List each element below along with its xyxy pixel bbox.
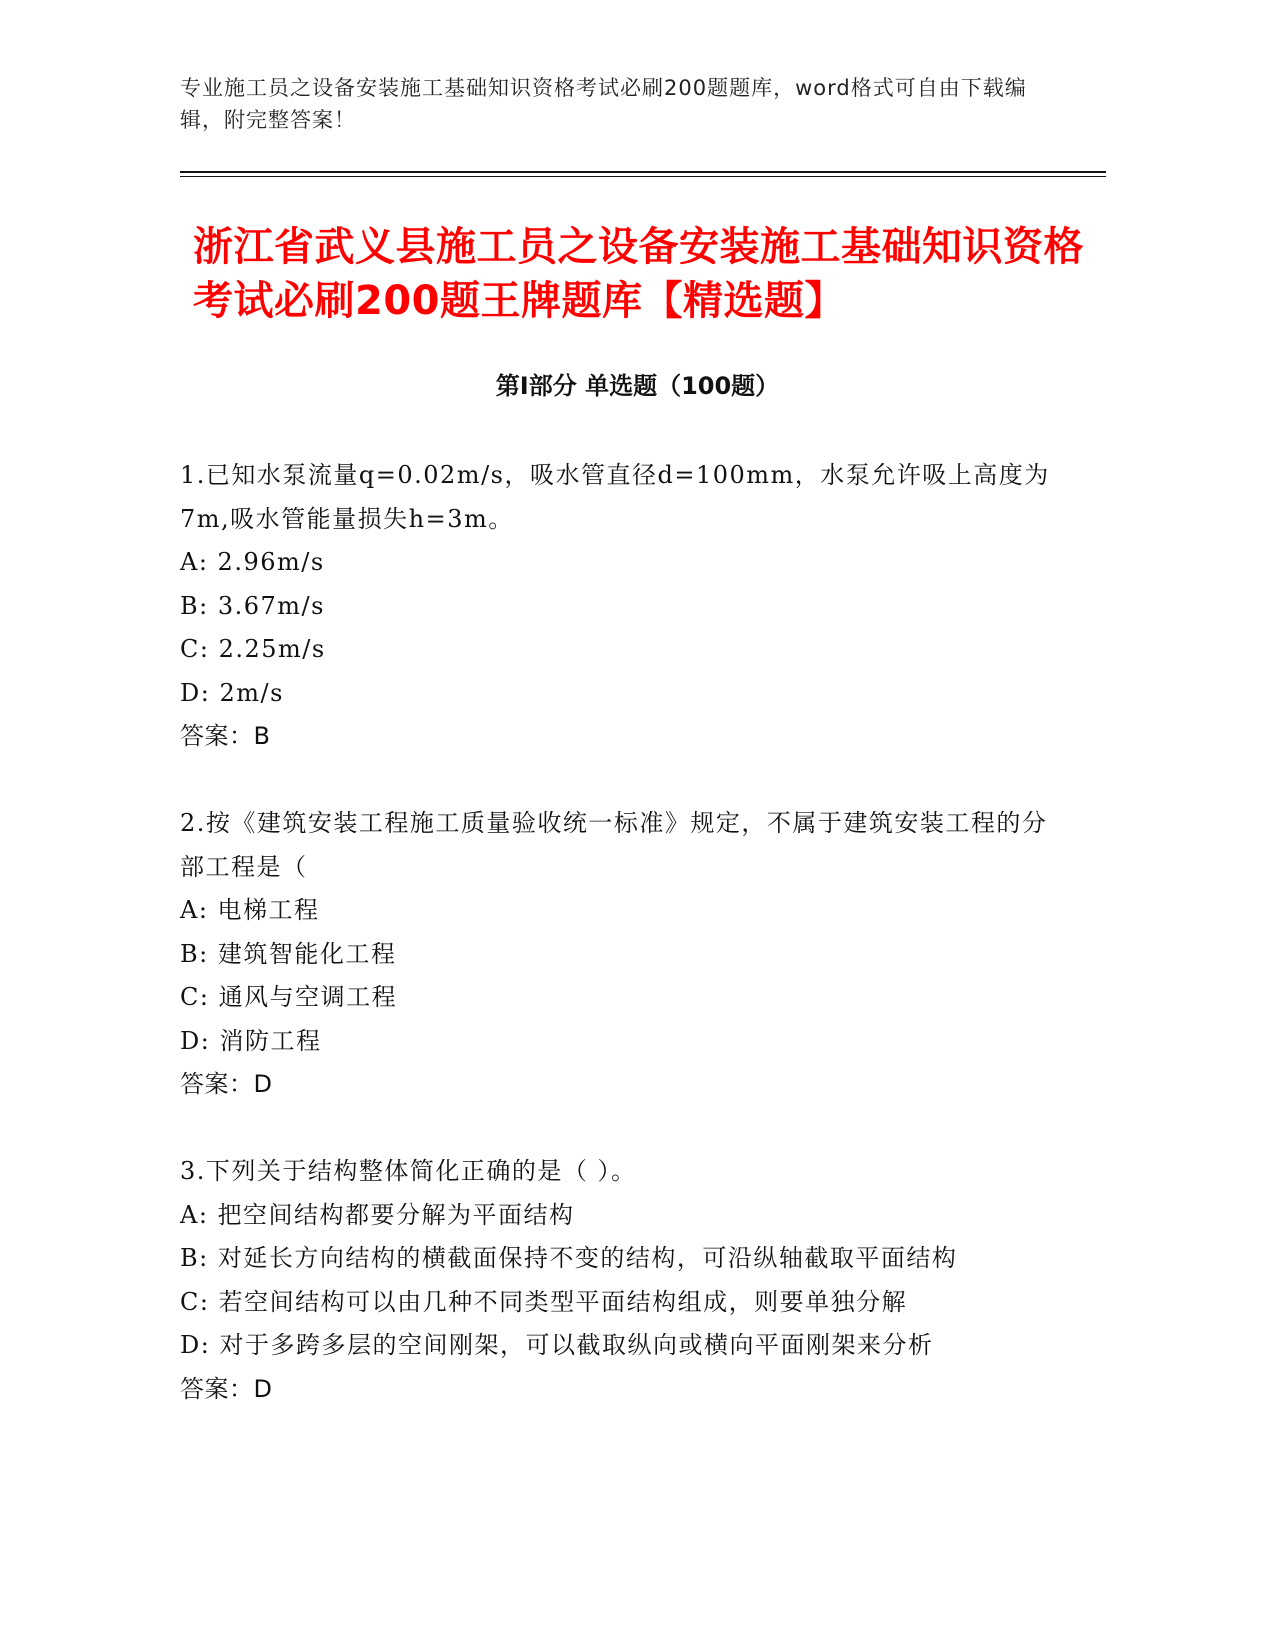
question-2 bbox=[180, 802, 1050, 1107]
header-note: 专业施工员之设备安装施工基础知识资格考试必刷200题题库，word格式可自由下载编辑，附完整答案！ bbox=[180, 76, 1027, 132]
option-b: B: 对延长方向结构的横截面保持不变的结构，可沿纵轴截取平面结构 bbox=[180, 1244, 958, 1272]
question-3 bbox=[180, 1150, 1050, 1411]
option-d: D: 2m/s bbox=[180, 678, 284, 707]
answer: 答案：D bbox=[180, 1374, 273, 1403]
option-a: A: 2.96m/s bbox=[180, 548, 325, 576]
question-stem: 2.按《建筑安装工程施工质量验收统一标准》规定，不属于建筑安装工程的分部工程是（ bbox=[180, 809, 1048, 881]
section-title: 第I部分 单选题（100题） bbox=[495, 372, 780, 400]
option-c: C: 2.25m/s bbox=[180, 635, 326, 663]
document-title: 浙江省武义县施工员之设备安装施工基础知识资格考试必刷200题王牌题库【精选题】 bbox=[193, 224, 1084, 324]
header-divider-thick bbox=[180, 171, 1106, 173]
option-c: C: 通风与空调工程 bbox=[180, 983, 398, 1011]
option-a: A: 电梯工程 bbox=[180, 896, 320, 924]
option-c: C: 若空间结构可以由几种不同类型平面结构组成，则要单独分解 bbox=[180, 1287, 908, 1316]
question-1 bbox=[180, 454, 1050, 759]
option-d: D: 对于多跨多层的空间刚架，可以截取纵向或横向平面刚架来分析 bbox=[180, 1331, 934, 1359]
header-divider-thin bbox=[180, 176, 1106, 177]
question-stem: 1.已知水泵流量q=0.02m/s，吸水管直径d=100mm，水泵允许吸上高度为7m,吸水管能量损失h=3m。 bbox=[180, 461, 1050, 533]
question-stem: 3.下列关于结构整体简化正确的是（ ）。 bbox=[180, 1157, 637, 1185]
answer: 答案：B bbox=[180, 722, 271, 750]
option-b: B: 3.67m/s bbox=[180, 591, 325, 620]
answer: 答案：D bbox=[180, 1070, 273, 1098]
option-b: B: 建筑智能化工程 bbox=[180, 939, 397, 968]
option-d: D: 消防工程 bbox=[180, 1026, 322, 1055]
option-a: A: 把空间结构都要分解为平面结构 bbox=[180, 1200, 575, 1229]
